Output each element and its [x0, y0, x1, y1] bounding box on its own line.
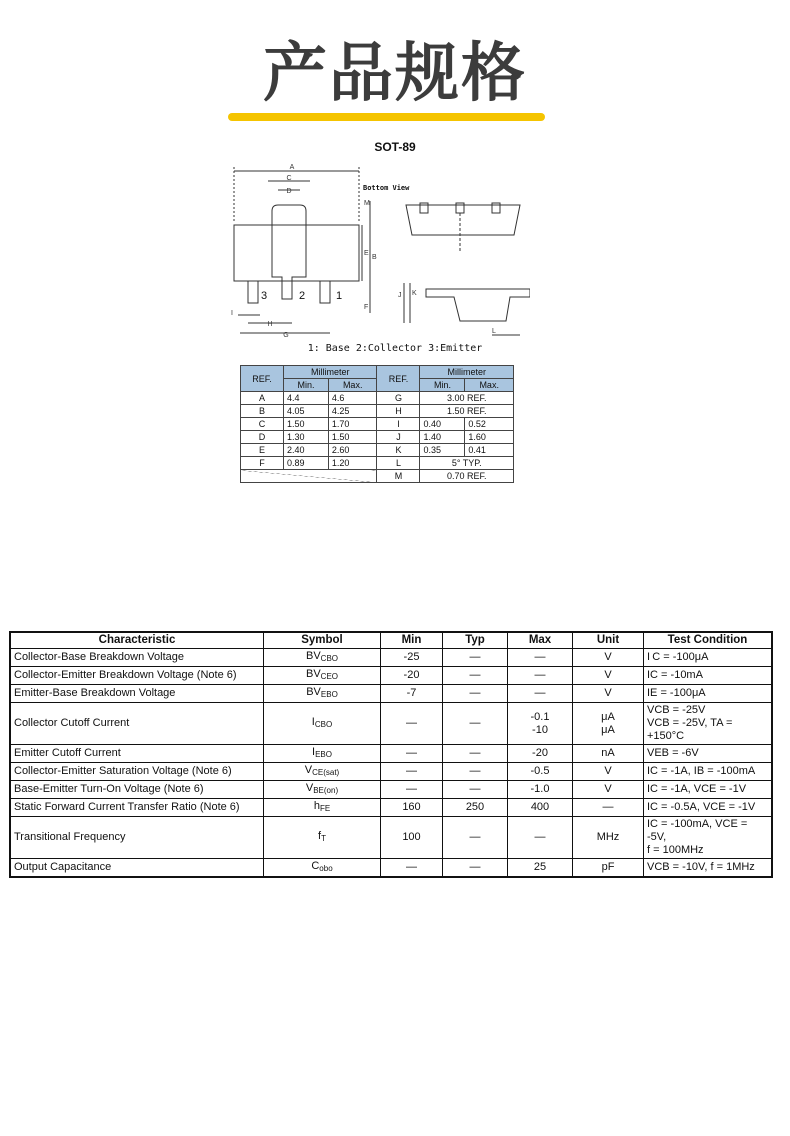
- dim-label-h: H: [267, 321, 273, 328]
- characteristic-cell: Collector-Base Breakdown Voltage: [10, 649, 264, 667]
- max-cell: -1.0: [508, 781, 573, 799]
- condition-cell: IC = -0.5A, VCE = -1V: [644, 799, 773, 817]
- symbol-cell: [264, 763, 381, 781]
- unit-cell: nA: [573, 745, 644, 763]
- dim-label-j: J: [398, 292, 402, 299]
- symbol-subscript: CEO: [320, 672, 339, 681]
- unit-cell: MHz: [573, 817, 644, 859]
- dim-label-l: L: [492, 328, 496, 335]
- table-row: F 0.89 1.20 L 5° TYP.: [241, 457, 514, 470]
- table-row: D 1.30 1.50 J 1.40 1.60: [241, 431, 514, 444]
- table-row: M 0.70 REF.: [241, 470, 514, 483]
- col-max: Max: [508, 632, 573, 649]
- col-min: Min: [381, 632, 443, 649]
- max-cell: —: [508, 649, 573, 667]
- symbol-subscript: EBO: [315, 750, 332, 759]
- condition-cell: IE = -100μA: [644, 685, 773, 703]
- dim-label-f: F: [364, 304, 369, 311]
- characteristic-cell: Emitter Cutoff Current: [10, 745, 264, 763]
- symbol-subscript: BE(on): [313, 786, 339, 795]
- symbol-main: C: [311, 860, 320, 872]
- max-cell: 25: [508, 859, 573, 878]
- symbol-cell: [264, 799, 381, 817]
- min-cell: —: [381, 859, 443, 878]
- dim-label-e: E: [364, 250, 369, 257]
- dim-label-c: C: [286, 175, 292, 182]
- characteristic-cell: Emitter-Base Breakdown Voltage: [10, 685, 264, 703]
- symbol-main: h: [313, 800, 320, 812]
- title-underline: [228, 113, 545, 121]
- condition-cell: I C = -100μA: [644, 649, 773, 667]
- symbol-main: BV: [305, 668, 321, 680]
- symbol-subscript: FE: [319, 804, 331, 813]
- unit-cell: V: [573, 763, 644, 781]
- unit-cell: μA μA: [573, 703, 644, 745]
- min-cell: -20: [381, 667, 443, 685]
- min-cell: —: [381, 745, 443, 763]
- header-millimeter: Millimeter: [284, 366, 377, 379]
- dim-label-b: B: [372, 254, 377, 261]
- symbol-cell: [264, 859, 381, 878]
- pin-number: 1: [336, 290, 343, 302]
- symbol-subscript: CBO: [314, 720, 333, 729]
- min-cell: -25: [381, 649, 443, 667]
- typ-cell: —: [443, 781, 508, 799]
- characteristic-cell: Collector Cutoff Current: [10, 703, 264, 745]
- symbol-main: I: [312, 746, 316, 758]
- characteristic-cell: Output Capacitance: [10, 859, 264, 878]
- condition-cell: VCB = -25V VCB = -25V, TA = +150°C: [644, 703, 773, 745]
- max-cell: -0.1 -10: [508, 703, 573, 745]
- characteristic-cell: Static Forward Current Transfer Ratio (Note 6): [10, 799, 264, 817]
- symbol-main: I: [311, 716, 315, 728]
- pin-number: 3: [261, 290, 268, 302]
- header-min: Min.: [284, 379, 329, 392]
- symbol-subscript: T: [321, 834, 326, 843]
- typ-cell: 250: [443, 799, 508, 817]
- header-ref: REF.: [241, 366, 284, 392]
- col-test-condition: Test Condition: [644, 632, 773, 649]
- table-row: [10, 745, 772, 763]
- characteristic-cell: Base-Emitter Turn-On Voltage (Note 6): [10, 781, 264, 799]
- dim-label-g: G: [283, 332, 289, 339]
- dim-label-d: D: [286, 188, 292, 195]
- symbol-cell: [264, 649, 381, 667]
- characteristic-cell: Collector-Emitter Saturation Voltage (Note 6): [10, 763, 264, 781]
- table-row: [10, 667, 772, 685]
- table-row: A 4.4 4.6 G 3.00 REF.: [241, 392, 514, 405]
- header-max: Max.: [465, 379, 514, 392]
- table-row: B 4.05 4.25 H 1.50 REF.: [241, 405, 514, 418]
- table-row: [10, 799, 772, 817]
- symbol-cell: [264, 667, 381, 685]
- max-cell: —: [508, 817, 573, 859]
- unit-cell: V: [573, 781, 644, 799]
- max-cell: -20: [508, 745, 573, 763]
- symbol-cell: [264, 745, 381, 763]
- typ-cell: —: [443, 763, 508, 781]
- characteristic-cell: Transitional Frequency: [10, 817, 264, 859]
- typ-cell: —: [443, 745, 508, 763]
- typ-cell: —: [443, 859, 508, 878]
- page-title: 产品规格: [263, 37, 527, 111]
- table-row: E 2.40 2.60 K 0.35 0.41: [241, 444, 514, 457]
- typ-cell: —: [443, 649, 508, 667]
- min-cell: 100: [381, 817, 443, 859]
- typ-cell: —: [443, 667, 508, 685]
- dim-label-m: M: [364, 200, 370, 207]
- symbol-main: BV: [305, 650, 321, 662]
- condition-cell: IC = -1A, IB = -100mA: [644, 763, 773, 781]
- max-cell: —: [508, 667, 573, 685]
- header-max: Max.: [328, 379, 377, 392]
- typ-cell: —: [443, 817, 508, 859]
- header-min: Min.: [420, 379, 465, 392]
- unit-cell: —: [573, 799, 644, 817]
- max-cell: —: [508, 685, 573, 703]
- symbol-subscript: EBO: [320, 690, 338, 699]
- symbol-main: f: [318, 830, 322, 842]
- symbol-main: BV: [306, 686, 321, 698]
- table-row: [10, 859, 772, 878]
- characteristics-table: [9, 631, 773, 878]
- symbol-cell: [264, 703, 381, 745]
- bottom-view-label: Bottom View: [363, 184, 410, 192]
- table-row: [10, 781, 772, 799]
- col-characteristic: Characteristic: [10, 632, 264, 649]
- unit-cell: pF: [573, 859, 644, 878]
- condition-cell: VCB = -10V, f = 1MHz: [644, 859, 773, 878]
- condition-cell: IC = -1A, VCE = -1V: [644, 781, 773, 799]
- dimension-table: [240, 365, 514, 483]
- typ-cell: —: [443, 703, 508, 745]
- col-unit: Unit: [573, 632, 644, 649]
- condition-cell: IC = -100mA, VCE = -5V, f = 100MHz: [644, 817, 773, 859]
- pin-number: 2: [299, 290, 306, 302]
- table-row: [10, 817, 772, 859]
- min-cell: -7: [381, 685, 443, 703]
- min-cell: —: [381, 763, 443, 781]
- table-row: [10, 649, 772, 667]
- symbol-subscript: CE(sat): [312, 768, 340, 777]
- symbol-subscript: CBO: [320, 654, 339, 663]
- min-cell: 160: [381, 799, 443, 817]
- table-row: [10, 703, 772, 745]
- symbol-cell: [264, 685, 381, 703]
- dim-label-i: I: [231, 310, 233, 317]
- condition-cell: VEB = -6V: [644, 745, 773, 763]
- symbol-subscript: obo: [319, 864, 333, 873]
- col-symbol: Symbol: [264, 632, 381, 649]
- unit-cell: V: [573, 649, 644, 667]
- table-row: [10, 685, 772, 703]
- min-cell: —: [381, 781, 443, 799]
- col-typ: Typ: [443, 632, 508, 649]
- symbol-main: V: [305, 782, 314, 794]
- min-cell: —: [381, 703, 443, 745]
- max-cell: 400: [508, 799, 573, 817]
- symbol-cell: [264, 817, 381, 859]
- header-millimeter: Millimeter: [420, 366, 514, 379]
- characteristic-cell: Collector-Emitter Breakdown Voltage (Note 6): [10, 667, 264, 685]
- header-ref: REF.: [377, 366, 420, 392]
- condition-cell: IC = -10mA: [644, 667, 773, 685]
- symbol-main: V: [304, 764, 313, 776]
- max-cell: -0.5: [508, 763, 573, 781]
- table-row: C 1.50 1.70 I 0.40 0.52: [241, 418, 514, 431]
- pin-legend: 1: Base 2:Collector 3:Emitter: [307, 343, 483, 354]
- unit-cell: V: [573, 685, 644, 703]
- symbol-cell: [264, 781, 381, 799]
- dim-label-a: A: [289, 164, 295, 171]
- unit-cell: V: [573, 667, 644, 685]
- table-row: [10, 763, 772, 781]
- package-name: SOT-89: [374, 140, 416, 154]
- typ-cell: —: [443, 685, 508, 703]
- dim-label-k: K: [412, 290, 417, 297]
